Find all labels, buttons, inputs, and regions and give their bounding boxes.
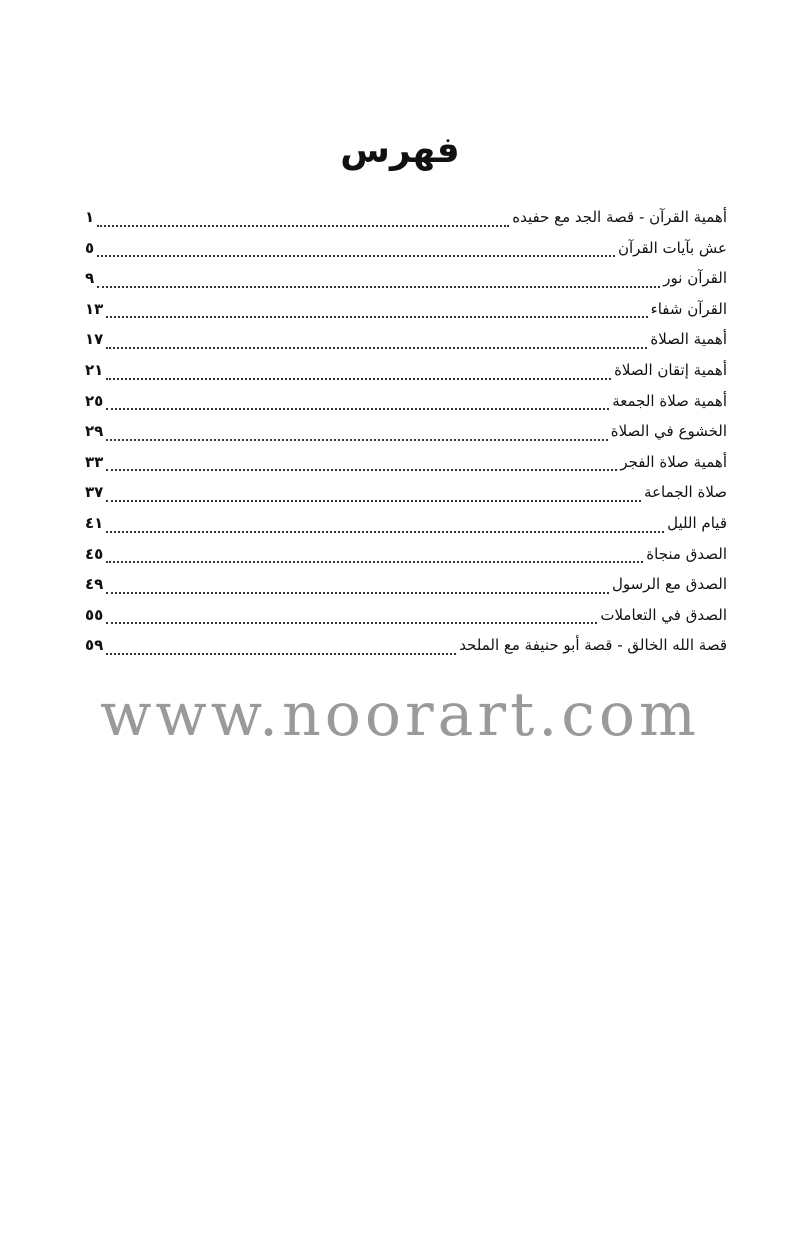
toc-entry bbox=[85, 389, 727, 420]
toc-entry bbox=[85, 419, 727, 450]
leader-dots bbox=[97, 225, 509, 227]
leader-dots bbox=[106, 439, 607, 441]
entry-page: ٢١ bbox=[85, 360, 104, 379]
leader-dots bbox=[106, 316, 647, 318]
toc-entry bbox=[85, 450, 727, 481]
leader-dots bbox=[106, 500, 641, 502]
entry-page: ٣٧ bbox=[85, 483, 104, 502]
toc-entry bbox=[85, 542, 727, 573]
leader-dots bbox=[106, 561, 643, 563]
watermark: www.noorart.com bbox=[100, 680, 700, 750]
page-title: فهرس bbox=[340, 130, 460, 171]
table-of-contents bbox=[85, 205, 727, 664]
entry-page: ٣٣ bbox=[85, 452, 104, 471]
leader-dots bbox=[106, 531, 664, 533]
entry-page: ٤١ bbox=[85, 513, 104, 532]
entry-page: ١٧ bbox=[85, 330, 104, 349]
leader-dots bbox=[106, 378, 611, 380]
toc-entry bbox=[85, 297, 727, 328]
leader-dots bbox=[106, 408, 609, 410]
entry-page: ٢٥ bbox=[85, 391, 104, 410]
toc-entry bbox=[85, 358, 727, 389]
entry-title: الخشوع في الصلاة bbox=[610, 422, 727, 441]
entry-title: قصة الله الخالق - قصة أبو حنيفة مع الملحد bbox=[459, 636, 727, 655]
entry-title: الصدق مع الرسول bbox=[611, 575, 727, 594]
toc-entry bbox=[85, 572, 727, 603]
toc-entry bbox=[85, 603, 727, 634]
entry-title: قيام الليل bbox=[667, 513, 727, 532]
entry-page: ٥٥ bbox=[85, 605, 104, 624]
leader-dots bbox=[97, 286, 660, 288]
entry-title: أهمية إتقان الصلاة bbox=[614, 360, 727, 379]
entry-title: أهمية القرآن - قصة الجد مع حفيده bbox=[512, 208, 727, 226]
entry-page: ٢٩ bbox=[85, 422, 104, 441]
toc-entry bbox=[85, 266, 727, 297]
leader-dots bbox=[106, 622, 597, 624]
entry-page: ١ bbox=[85, 208, 95, 226]
toc-entry bbox=[85, 327, 727, 358]
entry-page: ١٣ bbox=[85, 299, 104, 318]
toc-entry bbox=[85, 205, 727, 236]
entry-page: ٤٥ bbox=[85, 544, 104, 563]
entry-title: الصدق في التعاملات bbox=[600, 605, 727, 624]
leader-dots bbox=[97, 255, 615, 257]
toc-entry bbox=[85, 511, 727, 542]
leader-dots bbox=[106, 653, 456, 655]
entry-page: ٥ bbox=[85, 238, 95, 257]
entry-page: ٩ bbox=[85, 269, 95, 288]
toc-entry bbox=[85, 633, 727, 664]
entry-page: ٤٩ bbox=[85, 575, 104, 594]
entry-title: أهمية صلاة الفجر bbox=[620, 452, 727, 471]
entry-title: صلاة الجماعة bbox=[644, 483, 727, 502]
leader-dots bbox=[106, 592, 609, 594]
toc-entry bbox=[85, 480, 727, 511]
entry-title: الصدق منجاة bbox=[646, 544, 727, 563]
leader-dots bbox=[106, 347, 647, 349]
entry-title: عش بآيات القرآن bbox=[617, 238, 727, 257]
entry-title: القرآن نور bbox=[663, 269, 727, 288]
entry-title: أهمية صلاة الجمعة bbox=[612, 391, 727, 410]
entry-title: أهمية الصلاة bbox=[650, 330, 727, 349]
entry-page: ٥٩ bbox=[85, 636, 104, 655]
toc-entry bbox=[85, 236, 727, 267]
entry-title: القرآن شفاء bbox=[650, 299, 727, 318]
leader-dots bbox=[106, 469, 617, 471]
